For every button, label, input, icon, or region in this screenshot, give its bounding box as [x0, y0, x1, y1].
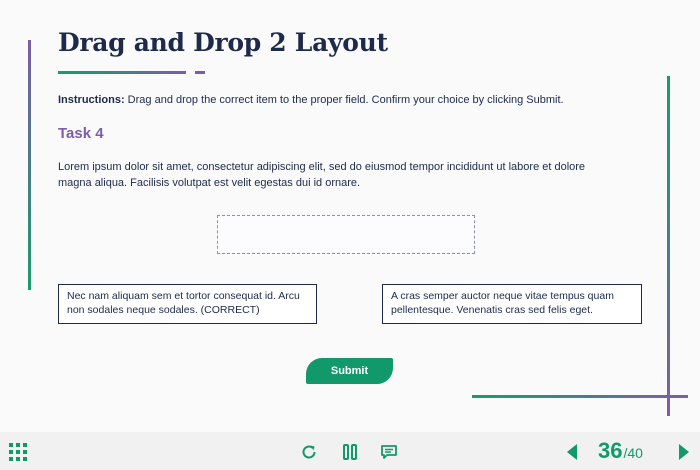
pause-icon[interactable] — [342, 443, 358, 461]
next-arrow-icon[interactable] — [678, 443, 690, 461]
drag-item-correct[interactable]: Nec nam aliquam sem et tortor consequat id. Arcu non sodales neque sodales. (CORRECT) — [58, 284, 317, 324]
title-underline — [58, 71, 186, 74]
page-current: 36 — [598, 438, 623, 463]
instructions-text: Drag and drop the correct item to the proper field. Confirm your choice by clicking Submit. — [124, 94, 564, 106]
chat-icon[interactable] — [380, 443, 398, 461]
instructions-label: Instructions: — [58, 94, 125, 106]
page-separator: / — [623, 445, 628, 461]
body-text: Lorem ipsum dolor sit amet, consectetur adipiscing elit, sed do eiusmod tempor incididunt ut labore et dolore magna aliqua. Facilisis volutpat est velit egestas dui id ornare. — [58, 161, 586, 189]
page-title: Drag and Drop 2 Layout — [58, 28, 388, 57]
bottom-accent-line — [472, 395, 688, 398]
task-title: Task 4 — [58, 125, 104, 142]
right-accent-line — [667, 76, 670, 416]
instructions — [58, 94, 564, 106]
drag-item-incorrect[interactable]: A cras semper auctor neque vitae tempus quam pellentesque. Venenatis cras sed felis eget. — [382, 284, 642, 324]
submit-button[interactable]: Submit — [306, 358, 393, 384]
page-total: 40 — [627, 445, 643, 461]
title-underline-dash — [195, 71, 205, 74]
left-accent-line — [28, 40, 31, 290]
page-counter — [598, 438, 643, 464]
replay-icon[interactable] — [300, 443, 318, 461]
player-toolbar — [0, 432, 700, 470]
grid-menu-icon[interactable] — [9, 443, 27, 461]
drop-zone[interactable] — [217, 215, 475, 254]
prev-arrow-icon[interactable] — [566, 443, 578, 461]
